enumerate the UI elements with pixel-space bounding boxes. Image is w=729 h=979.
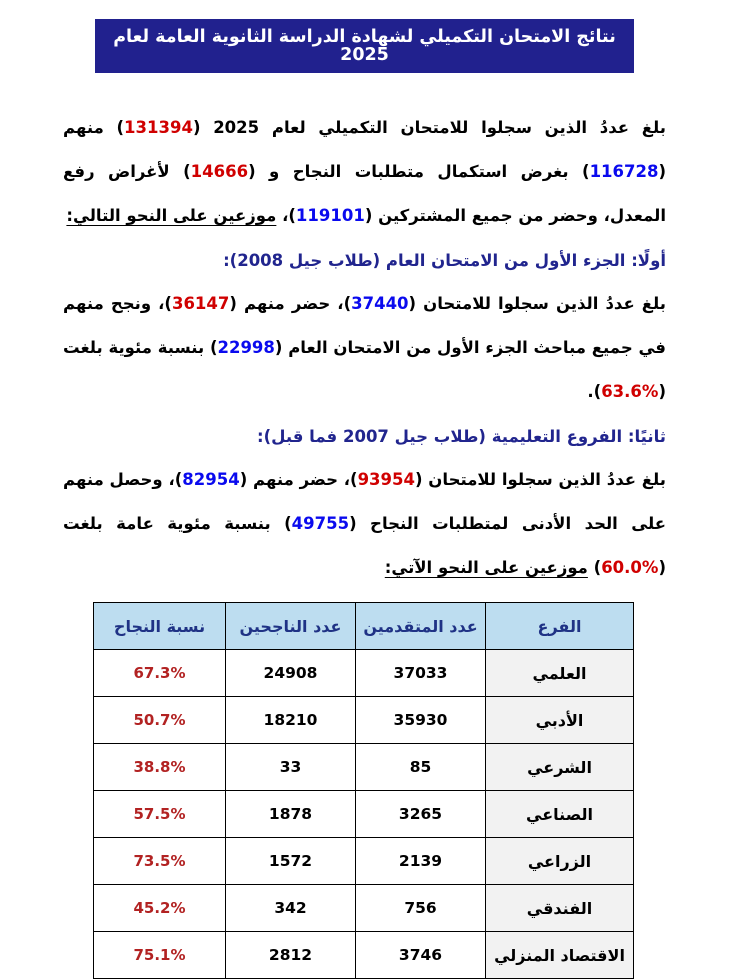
passed-cell: 342 [226, 885, 356, 932]
first-part-text-4: ) بنسبة مئوية بلغت ( [63, 338, 666, 401]
branch-cell: الصناعي [486, 791, 634, 838]
applicants-cell: 3746 [356, 932, 486, 979]
branch-cell: الأدبي [486, 697, 634, 744]
intro-text-4: ) لأغراض رفع المعدل، وحضر من جميع المشتركين ( [63, 162, 666, 225]
table-row-agricultural [94, 838, 634, 885]
branches-registered-count: 93954 [357, 470, 415, 489]
pass-rate-cell: 50.7% [94, 697, 226, 744]
branches-pass-rate: %60.0 [601, 558, 659, 577]
first-part-registered-count: 37440 [351, 294, 409, 313]
header-applicants: عدد المتقدمين [356, 603, 486, 650]
document-title [95, 19, 634, 73]
passed-cell: 18210 [226, 697, 356, 744]
pass-rate-cell: 38.8% [94, 744, 226, 791]
branches-distribution-phrase: موزعين على النحو الآتي: [384, 558, 588, 577]
first-part-paragraph [63, 282, 666, 414]
header-passed: عدد الناجحين [226, 603, 356, 650]
section-branches-heading: ثانيًا: الفروع التعليمية (طلاب جيل 2007 فما قبل): [257, 427, 666, 446]
table-header-row [94, 603, 634, 650]
total-attended-count: 119101 [295, 206, 365, 225]
pass-rate-cell: 67.3% [94, 650, 226, 697]
table-row-home-economics [94, 932, 634, 979]
header-branch: الفرع [486, 603, 634, 650]
applicants-cell: 2139 [356, 838, 486, 885]
passed-cell: 1572 [226, 838, 356, 885]
passed-cell: 33 [226, 744, 356, 791]
branches-text-2: )، حضر منهم ( [239, 470, 358, 489]
section-first-part-heading: أولًا: الجزء الأول من الامتحان العام (طلاب جيل 2008): [223, 251, 666, 270]
results-table [93, 602, 634, 979]
table-row-hotel [94, 885, 634, 932]
applicants-cell: 3265 [356, 791, 486, 838]
applicants-cell: 756 [356, 885, 486, 932]
applicants-cell: 85 [356, 744, 486, 791]
branches-text-4: ) بنسبة مئوية عامة بلغت ( [63, 514, 666, 577]
applicants-cell: 37033 [356, 650, 486, 697]
branch-cell: الاقتصاد المنزلي [486, 932, 634, 979]
branches-paragraph [63, 458, 666, 590]
first-part-attended-count: 36147 [171, 294, 230, 313]
first-part-passed-count: 22998 [217, 338, 275, 357]
table-row-scientific [94, 650, 634, 697]
completion-purpose-count: 116728 [589, 162, 659, 181]
first-part-text-1: بلغ عددُ الذين سجلوا للامتحان ( [408, 294, 666, 313]
first-part-text-3: )، ونجح منهم في جميع مباحث الجزء الأول من الامتحان العام ( [63, 294, 666, 357]
branches-text-5: ) [587, 558, 602, 577]
total-registered-count: 131394 [124, 118, 193, 137]
branches-passed-count: 49755 [291, 514, 350, 533]
first-part-pass-rate: %63.6 [601, 382, 659, 401]
branch-cell: الزراعي [486, 838, 634, 885]
intro-text-5: )، [276, 206, 296, 225]
intro-text-1: بلغ عددُ الذين سجلوا للامتحان التكميلي لعام 2025 ( [192, 118, 666, 137]
applicants-cell: 35930 [356, 697, 486, 744]
first-part-text-5: ). [587, 382, 602, 401]
branch-cell: الفندقي [486, 885, 634, 932]
branches-attended-count: 82954 [182, 470, 240, 489]
branch-cell: الشرعي [486, 744, 634, 791]
first-part-text-2: )، حضر منهم ( [229, 294, 352, 313]
passed-cell: 1878 [226, 791, 356, 838]
pass-rate-cell: 73.5% [94, 838, 226, 885]
branches-text-3: )، وحصل منهم على الحد الأدنى لمتطلبات النجاح ( [63, 470, 666, 533]
passed-cell: 24908 [226, 650, 356, 697]
table-row-sharia [94, 744, 634, 791]
intro-text-3: ) بغرض استكمال متطلبات النجاح و ( [248, 162, 590, 181]
pass-rate-cell: 75.1% [94, 932, 226, 979]
header-pass-rate: نسبة النجاح [94, 603, 226, 650]
table-row-literary [94, 697, 634, 744]
branches-text-1: بلغ عددُ الذين سجلوا للامتحان ( [414, 470, 666, 489]
intro-distribution-phrase: موزعين على النحو التالي: [66, 206, 277, 225]
intro-paragraph [63, 106, 666, 238]
pass-rate-cell: 57.5% [94, 791, 226, 838]
grade-raise-count: 14666 [190, 162, 249, 181]
table-row-industrial [94, 791, 634, 838]
document-title-text: نتائج الامتحان التكميلي لشهادة الدراسة الثانوية العامة لعام 2025 [113, 27, 616, 65]
branch-cell: العلمي [486, 650, 634, 697]
passed-cell: 2812 [226, 932, 356, 979]
intro-text-2: ) منهم ( [63, 118, 666, 181]
pass-rate-cell: 45.2% [94, 885, 226, 932]
